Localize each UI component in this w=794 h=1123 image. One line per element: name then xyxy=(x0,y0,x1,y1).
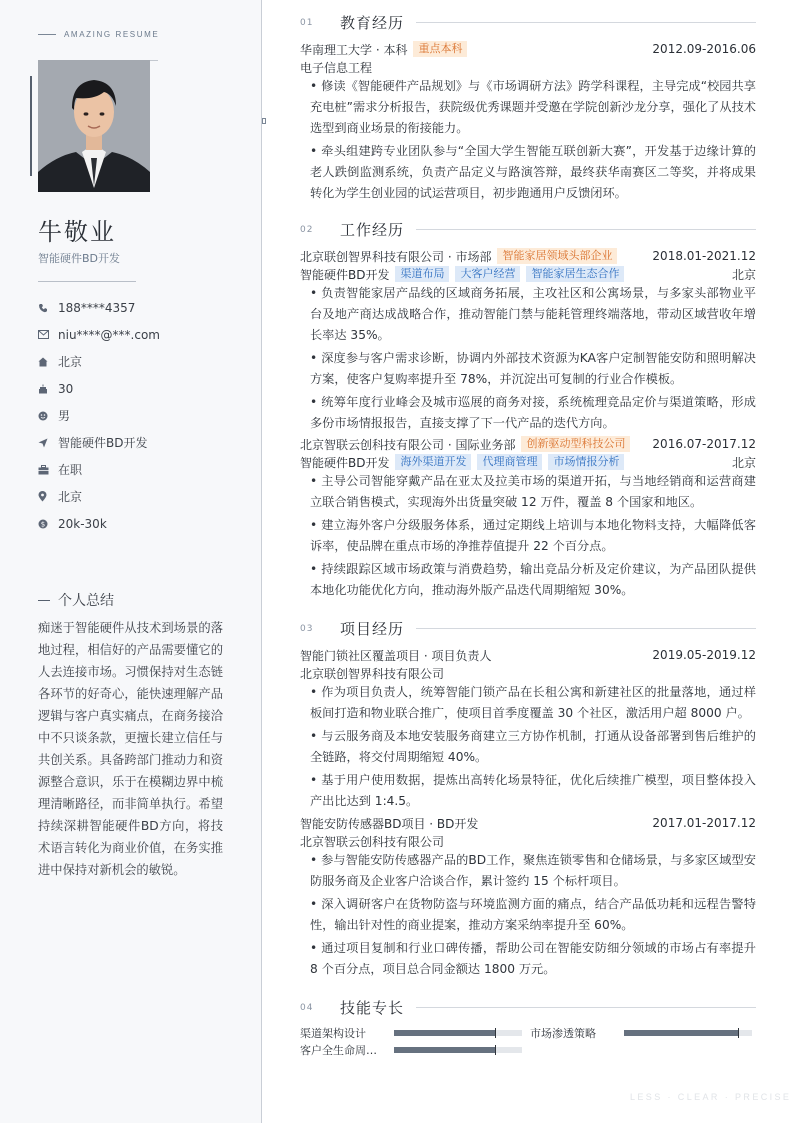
info-text: 智能硬件BD开发 xyxy=(58,436,148,450)
section-education-header xyxy=(300,12,756,33)
education-major-row xyxy=(300,58,756,76)
work-city: 北京 xyxy=(731,455,756,470)
work-company: 北京联创智界科技有限公司 · 市场部 xyxy=(300,249,492,264)
section-divider xyxy=(416,628,756,629)
list-item: • 统筹年度行业峰会及城市巡展的商务对接，系统梳理竞品定价与渠道策略，形成多份市场情报报告，直接支撑了下一代产品的迭代方向。 xyxy=(310,395,756,430)
skill-item xyxy=(300,1042,522,1058)
work-date: 2018.01-2021.12 xyxy=(652,249,756,263)
info-salary xyxy=(38,510,238,537)
work-skill-tag: 市场情报分析 xyxy=(548,454,624,470)
list-item: • 持续跟踪区域市场政策与消费趋势，输出竞品分析及定价建议，为产品团队提供本地化功能优化方向，推动海外版产品迭代周期缩短 30%。 xyxy=(310,562,756,597)
list-item: • 参与智能安防传感器产品的BD工作，聚焦连锁零售和仓储场景，与多家区域型安防服务商及企业客户洽谈合作，累计签约 15 个标杆项目。 xyxy=(310,853,756,888)
section-number: 03 xyxy=(300,623,314,634)
info-text: 北京 xyxy=(58,355,83,369)
work-entry-header xyxy=(300,435,756,453)
skill-label: 客户全生命周… xyxy=(300,1044,377,1057)
list-item: • 建立海外客户分级服务体系，通过定期线上培训与本地化物料支持，大幅降低客诉率，使品牌在重点市场的净推荐值提升 22 个百分点。 xyxy=(310,518,756,553)
section-projects-header xyxy=(300,618,756,639)
section-title: 技能专长 xyxy=(340,999,405,1017)
project-date: 2019.05-2019.12 xyxy=(652,648,756,662)
photo-accent-bar xyxy=(30,76,32,176)
brand xyxy=(38,30,159,39)
skill-tick xyxy=(738,1028,739,1038)
work-company-tag: 智能家居领域头部企业 xyxy=(497,248,617,264)
list-item: • 与云服务商及本地安装服务商建立三方协作机制，打通从设备部署到售后维护的全链路，将交付周期缩短 40%。 xyxy=(310,729,756,764)
work-company: 北京智联云创科技有限公司 · 国际业务部 xyxy=(300,437,516,452)
work-bullets xyxy=(300,471,756,603)
project-bullets xyxy=(300,850,756,982)
skill-item xyxy=(530,1025,752,1041)
skill-bar xyxy=(394,1030,522,1036)
location-icon xyxy=(38,491,58,503)
section-title: 教育经历 xyxy=(340,14,405,32)
list-item: • 修读《智能硬件产品规划》与《市场调研方法》跨学科课程，主导完成“校园共享充电桩”需求分析报告，获院级优秀课题并受邀在学院创新沙龙分享，强化了从技术选型到商业场景的衔接能力。 xyxy=(310,79,756,135)
info-divider xyxy=(38,281,136,282)
work-role: 智能硬件BD开发 xyxy=(300,267,390,282)
project-bullets xyxy=(300,682,756,814)
project-date: 2017.01-2017.12 xyxy=(652,816,756,830)
info-text: 20k-30k xyxy=(58,516,107,531)
info-target-role xyxy=(38,429,238,456)
work-entry-header xyxy=(300,247,756,265)
info-gender xyxy=(38,402,238,429)
info-status xyxy=(38,456,238,483)
project-entry-header xyxy=(300,814,756,832)
summary-dash xyxy=(38,600,50,601)
brand-text: AMAZING RESUME xyxy=(64,30,160,39)
list-item: • 负责智能家居产品线的区域商务拓展，主攻社区和公寓场景，与多家头部物业平台及地产商达成战略合作，推动智能门禁与能耗管理终端落地，带动区域营收年增长率达 35%。 xyxy=(310,286,756,342)
cake-icon xyxy=(38,383,58,395)
sidebar xyxy=(0,0,262,1123)
footer-watermark: LESS · CLEAR · PRECISE xyxy=(630,1092,792,1102)
contact-info-list xyxy=(38,294,238,537)
section-marker xyxy=(262,118,266,124)
send-icon xyxy=(38,437,58,449)
skill-tick xyxy=(495,1028,496,1038)
list-item: • 基于用户使用数据，提炼出高转化场景特征，优化后续推广模型，项目整体投入产出比达到 1:4.5。 xyxy=(310,773,756,808)
project-company-row xyxy=(300,832,756,850)
section-skills-header xyxy=(300,997,756,1018)
info-text: niu****@***.com xyxy=(58,327,160,342)
section-number: 01 xyxy=(300,17,314,28)
avatar xyxy=(38,60,150,192)
info-email xyxy=(38,321,238,348)
work-skill-tag: 代理商管理 xyxy=(477,454,542,470)
home-icon xyxy=(38,356,58,368)
summary-text: 痴迷于智能硬件从技术到场景的落地过程，相信好的产品需要懂它的人去连接市场。习惯保持对生态链各环节的好奇心，能快速理解产品逻辑与客户真实痛点，在商务接洽中不只谈条款，更擅长建立信任与共创关系。具备跨部门推动力和资源整合意识，乐于在模糊边界中梳理清晰路径，而非简单执行。希望持续深耕智能硬件BD方向，将技术语言转化为商业价值，在务实推进中保持对新机会的敏锐。 xyxy=(38,621,223,877)
candidate-title: 智能硬件BD开发 xyxy=(38,252,121,265)
summary-title: 个人总结 xyxy=(58,593,114,609)
work-skill-tag: 智能家居生态合作 xyxy=(526,266,624,282)
section-divider xyxy=(416,229,756,230)
section-work-header xyxy=(300,219,756,240)
avatar-portrait xyxy=(38,60,150,192)
education-bullets xyxy=(300,76,756,206)
section-title: 项目经历 xyxy=(340,620,405,638)
candidate-name: 牛敬业 xyxy=(38,218,116,246)
info-text: 188****4357 xyxy=(58,300,136,315)
list-item: • 牵头组建跨专业团队参与“全国大学生智能互联创新大赛”，开发基于边缘计算的老人跌倒监测系统，负责产品定义与路演答辩，最终获华南赛区二等奖，并将成果转化为学生创业园的试运营项目，初步跑通用户反馈闭环。 xyxy=(310,144,756,200)
skill-label: 渠道架构设计 xyxy=(300,1027,366,1040)
section-divider xyxy=(416,22,756,23)
work-role-row xyxy=(300,453,756,471)
info-home xyxy=(38,348,238,375)
work-skill-tag: 海外渠道开发 xyxy=(395,454,471,470)
skill-fill xyxy=(394,1047,496,1053)
project-name: 智能门锁社区覆盖项目 · 项目负责人 xyxy=(300,648,492,663)
info-text: 30 xyxy=(58,381,74,396)
work-date: 2016.07-2017.12 xyxy=(652,437,756,451)
work-role-row xyxy=(300,265,756,283)
work-company-tag: 创新驱动型科技公司 xyxy=(521,436,630,452)
skill-label: 市场渗透策略 xyxy=(530,1027,596,1040)
info-text: 男 xyxy=(58,409,71,423)
info-location xyxy=(38,483,238,510)
education-date: 2012.09-2016.06 xyxy=(652,42,756,56)
work-role: 智能硬件BD开发 xyxy=(300,455,390,470)
briefcase-icon xyxy=(38,464,58,476)
list-item: • 通过项目复制和行业口碑传播，帮助公司在智能安防细分领域的市场占有率提升 8 个百分点，项目总合同金额达 1800 万元。 xyxy=(310,941,756,976)
skill-fill xyxy=(394,1030,496,1036)
education-tag: 重点本科 xyxy=(413,41,467,57)
section-title: 工作经历 xyxy=(340,221,405,239)
skill-item xyxy=(300,1025,522,1041)
skill-tick xyxy=(495,1045,496,1055)
list-item: • 深度参与客户需求诊断，协调内外部技术资源为KA客户定制智能安防和照明解决方案，使客户复购率提升至 78%，并沉淀出可复制的行业合作模板。 xyxy=(310,351,756,386)
project-company: 北京智联云创科技有限公司 xyxy=(300,834,445,849)
work-bullets xyxy=(300,283,756,436)
info-phone xyxy=(38,294,238,321)
work-city: 北京 xyxy=(731,267,756,282)
work-skill-tag: 渠道布局 xyxy=(395,266,449,282)
skill-fill xyxy=(624,1030,739,1036)
summary-heading xyxy=(38,590,114,610)
education-school: 华南理工大学 · 本科 xyxy=(300,42,408,57)
list-item: • 主导公司智能穿戴产品在亚太及拉美市场的渠道开拓，与当地经销商和运营商建立联合销售模式，实现海外出货量突破 12 万件，覆盖 8 个国家和地区。 xyxy=(310,474,756,509)
phone-icon xyxy=(38,302,58,314)
section-divider xyxy=(416,1007,756,1008)
info-text: 在职 xyxy=(58,463,83,477)
svg-text:$: $ xyxy=(40,520,46,529)
info-text: 北京 xyxy=(58,490,83,504)
list-item: • 作为项目负责人，统筹智能门锁产品在长租公寓和新建社区的批量落地，通过样板间打造和物业联合推广，使项目首季度覆盖 30 个社区，激活用户超 8000 户。 xyxy=(310,685,756,720)
work-skill-tag: 大客户经营 xyxy=(455,266,520,282)
section-number: 02 xyxy=(300,224,314,235)
project-entry-header xyxy=(300,646,756,664)
gender-icon xyxy=(38,410,58,422)
education-major: 电子信息工程 xyxy=(300,60,373,75)
section-number: 04 xyxy=(300,1002,314,1013)
project-company-row xyxy=(300,664,756,682)
list-item: • 深入调研客户在货物防盗与环境监测方面的痛点，结合产品低功耗和远程告警特性，输出针对性的商业提案，推动方案采纳率提升至 60%。 xyxy=(310,897,756,932)
brand-divider xyxy=(38,34,56,35)
skill-bar xyxy=(394,1047,522,1053)
salary-icon xyxy=(38,518,58,530)
project-company: 北京联创智界科技有限公司 xyxy=(300,666,445,681)
info-age xyxy=(38,375,238,402)
education-entry-header xyxy=(300,40,756,58)
mail-icon xyxy=(38,329,58,341)
skill-bar xyxy=(624,1030,752,1036)
project-name: 智能安防传感器BD项目 · BD开发 xyxy=(300,816,479,831)
